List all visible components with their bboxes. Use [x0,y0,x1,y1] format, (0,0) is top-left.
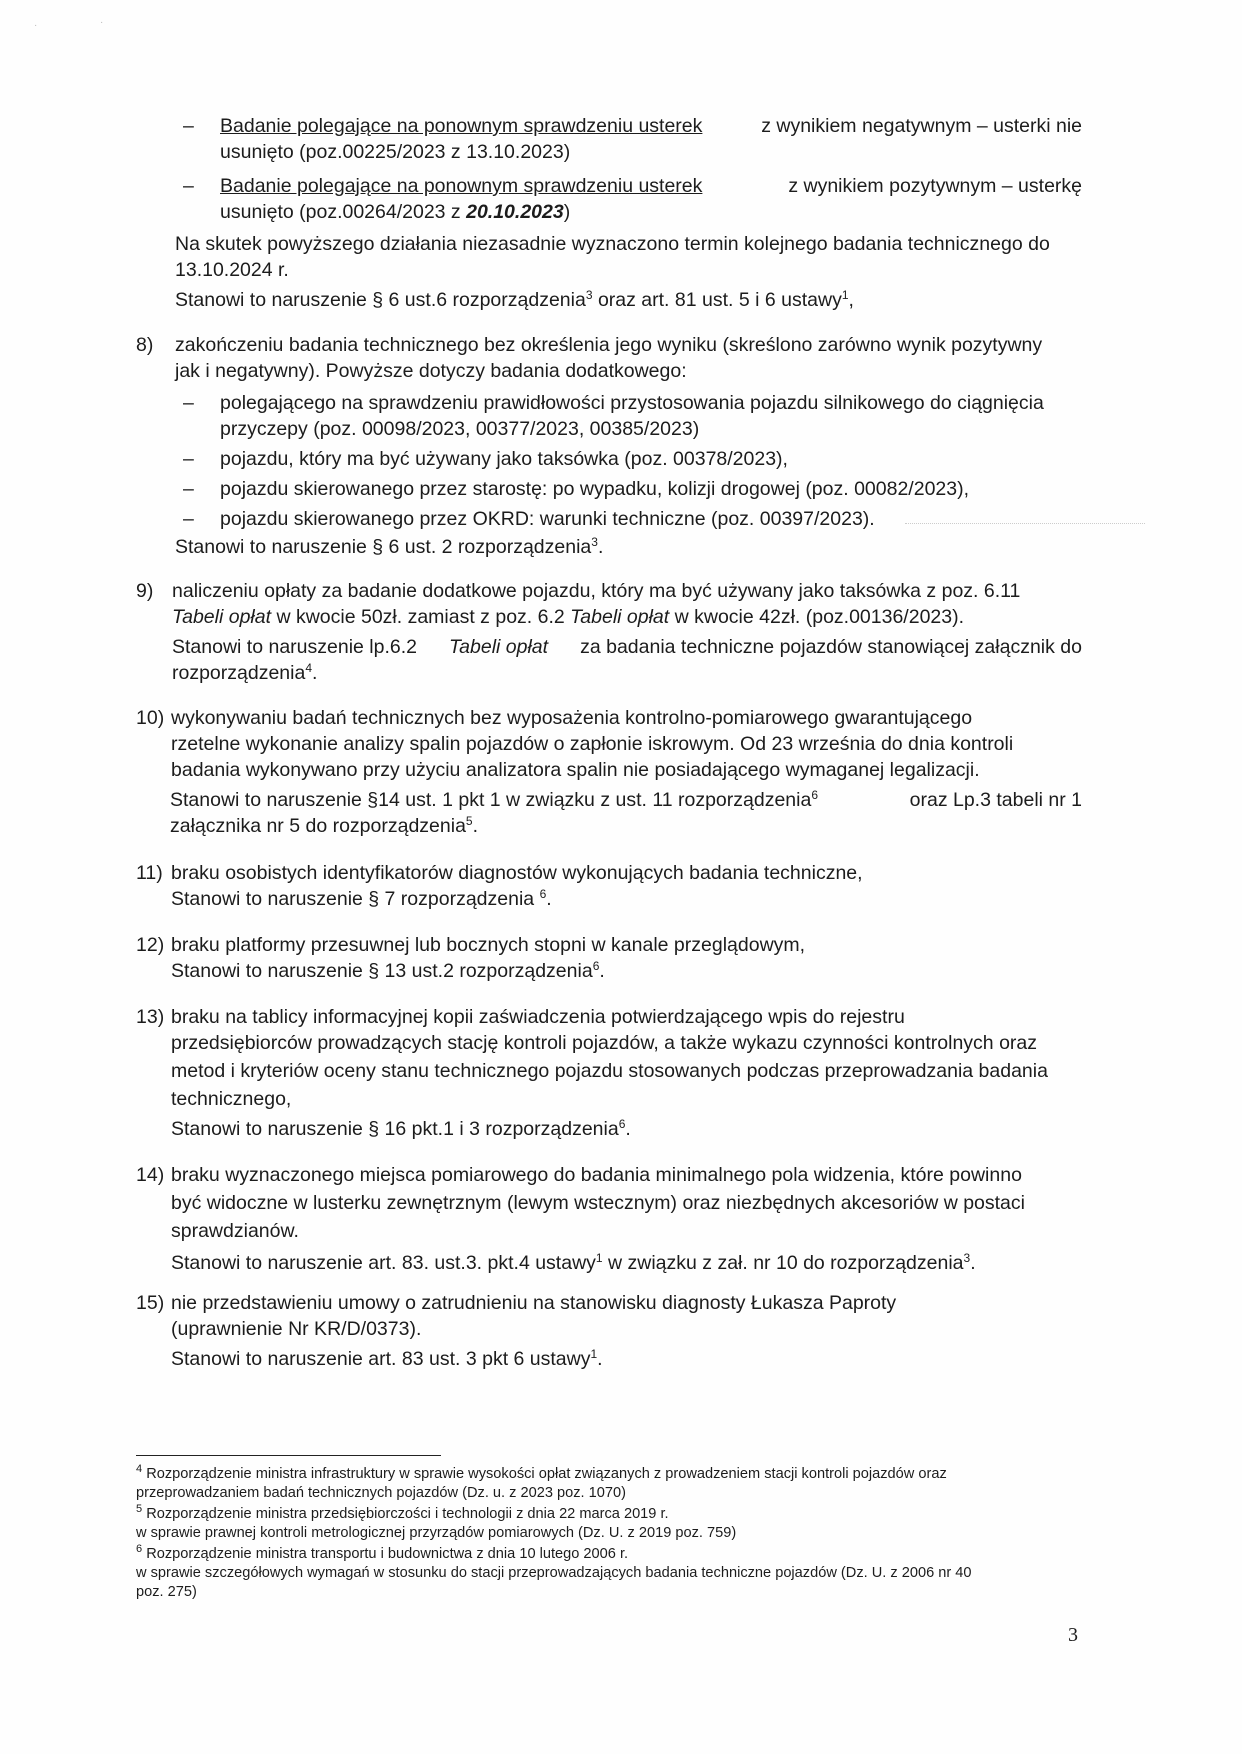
violation-statement: Stanowi to naruszenie art. 83 ust. 3 pkt 6 ustawy$^1$. [171,1347,603,1370]
item-number: 9) [136,580,154,602]
item-text: zakończeniu badania technicznego bez określenia jego wyniku (skreślono zarówno wynik pozytywny [175,334,1043,356]
item-text: braku platformy przesuwnej lub bocznych stopni w kanale przeglądowym, [171,934,806,956]
footnote-5-line: w sprawie prawnej kontroli metrologicznej przyrządów pomiarowych (Dz. U. z 2019 poz. 759) [136,1525,737,1541]
dash-marker: – [183,508,194,530]
item-text: braku na tablicy informacyjnej kopii zaświadczenia potwierdzającego wpis do rejestru [171,1006,905,1028]
item-text: (uprawnienie Nr KR/D/0373). [171,1318,422,1340]
violation-statement: Stanowi to naruszenie lp.6.2 Tabeli opłat za badania techniczne pojazdów stanowiącej załącznik do [172,636,1082,658]
item-text: technicznego, [171,1088,292,1110]
footnote-4-line: przeprowadzaniem badań technicznych pojazdów (Dz. u. z 2023 poz. 1070) [136,1485,626,1501]
footnote-number: 4 [136,1463,143,1475]
paragraph-line: 13.10.2024 r. [175,259,289,281]
sub-item: przyczepy (poz. 00098/2023, 00377/2023, 00385/2023) [220,418,700,440]
violation-statement: Stanowi to naruszenie § 7 rozporządzenia $^6$. [171,887,552,910]
item-text: jak i negatywny). Powyższe dotyczy badania dodatkowego: [175,360,687,382]
item-text: być widoczne w lusterku zewnętrznym (lewym wstecznym) oraz niezbędnych akcesoriów w postaci [171,1192,1025,1214]
page-number: 3 [1068,1624,1078,1646]
item-number: 10) [136,707,165,729]
sub-item: pojazdu, który ma być używany jako taksówka (poz. 00378/2023), [220,448,788,470]
item-text: przedsiębiorców prowadzących stację kontroli pojazdów, a także wykazu czynności kontrolnych oraz [171,1032,1037,1054]
violation-statement: załącznika nr 5 do rozporządzenia$^5$. [170,814,479,837]
violation-statement: Stanowi to naruszenie § 6 ust. 2 rozporządzenia$^3$. [175,535,604,558]
dash-marker: – [183,115,194,137]
item-number: 14) [136,1164,165,1186]
item-number: 8) [136,334,154,356]
footnote-ref: 4 [305,661,313,675]
footnote-ref: 1 [841,288,849,302]
defect-recheck-negative [220,113,1082,139]
footnote-ref: 6 [811,788,819,802]
violation-statement: Stanowi to naruszenie art. 83. ust.3. pkt.4 ustawy$^1$ w związku z zał. nr 10 do rozporządzenia$^3$. [171,1251,976,1274]
footnote-ref: 6 [539,887,547,901]
item-number: 12) [136,934,165,956]
violation-statement: rozporządzenia$^4$. [172,661,318,684]
violation-statement: Stanowi to naruszenie § 16 pkt.1 i 3 rozporządzenia$^6$. [171,1117,631,1140]
item-text: nie przedstawieniu umowy o zatrudnieniu na stanowisku diagnosty Łukasza Paproty [171,1292,897,1314]
item-text: metod i kryteriów oceny stanu technicznego pojazdu stosowanych podczas przeprowadzania badania [171,1060,1048,1082]
item-text: braku osobistych identyfikatorów diagnostów wykonujących badania techniczne, [171,862,863,884]
item-text: badania wykonywano przy użyciu analizatora spalin nie posiadającego wymaganej legalizacji. [171,759,980,781]
recheck-link: Badanie polegające na ponownym sprawdzeniu usterek [220,175,703,197]
bold-date: 20.10.2023 [466,201,564,223]
item-text: naliczeniu opłaty za badanie dodatkowe pojazdu, który ma być używany jako taksówka z poz. 6.11 [172,580,1021,602]
item-text: sprawdzianów. [171,1220,299,1242]
violation-statement: Stanowi to naruszenie § 6 ust.6 rozporządzenia$^3$ oraz art. 81 ust. 5 i 6 ustawy$^1$, [175,288,854,311]
footnote-6-line: poz. 275) [136,1584,197,1600]
item-text: Tabeli opłat w kwocie 50zł. zamiast z poz. 6.2 Tabeli opłat w kwocie 42zł. (poz.00136/2023). [172,606,965,628]
item-number: 11) [136,862,163,884]
footnote-6-line: w sprawie szczegółowych wymagań w stosunku do stacji przeprowadzających badania techniczne pojazdów (Dz. U. z 2006 nr 40 [136,1565,972,1581]
recheck-negative-ref: usunięto (poz.00225/2023 z 13.10.2023) [220,141,571,163]
item-text: wykonywaniu badań technicznych bez wyposażenia kontrolno-pomiarowego gwarantującego [171,707,973,729]
footnote-ref: 6 [592,959,600,973]
dash-marker: – [183,175,194,197]
sub-item: pojazdu skierowanego przez OKRD: warunki techniczne (poz. 00397/2023). [220,508,875,530]
footnote-number: 6 [136,1543,143,1555]
violation-statement: Stanowi to naruszenie § 13 ust.2 rozporządzenia$^6$. [171,959,605,982]
violation-statement: Stanowi to naruszenie §14 ust. 1 pkt 1 w związku z ust. 11 rozporządzenia$^6$ oraz Lp.3 tabeli nr 1 [170,788,1082,811]
dash-marker: – [183,392,194,414]
footnote-separator [136,1455,441,1456]
footnote-5: $^5$ Rozporządzenie ministra przedsiębiorczości i technologii z dnia 22 marca 2019 r. [136,1503,669,1522]
footnote-ref: 3 [585,288,593,302]
recheck-result: z wynikiem pozytywnym – usterkę [788,175,1082,197]
item-number: 13) [136,1006,165,1028]
item-text: rzetelne wykonanie analizy spalin pojazdów o zapłonie iskrowym. Od 23 września do dnia kontroli [171,733,1014,755]
dotted-line [905,523,1145,524]
footnote-ref: 1 [590,1347,598,1361]
recheck-result: z wynikiem negatywnym – usterki nie [761,115,1082,137]
footnote-6: $^6$ Rozporządzenie ministra transportu i budownictwa z dnia 10 lutego 2006 r. [136,1543,629,1562]
sub-item: polegającego na sprawdzeniu prawidłowości przystosowania pojazdu silnikowego do ciągnięcia [220,392,1044,414]
footnote-ref: 3 [591,535,598,549]
scan-speck: · [34,20,38,31]
footnote-ref: 6 [618,1117,626,1131]
footnote-ref: 3 [963,1251,971,1265]
dash-marker: – [183,448,194,470]
recheck-link: Badanie polegające na ponownym sprawdzeniu usterek [220,115,703,137]
item-text: braku wyznaczonego miejsca pomiarowego do badania minimalnego pola widzenia, które powinno [171,1164,1022,1186]
recheck-positive-ref: usunięto (poz.00264/2023 z 20.10.2023) [220,201,571,223]
footnote-ref: 1 [595,1251,603,1265]
item-number: 15) [136,1292,165,1314]
footnote-ref: 5 [465,814,473,828]
sub-item: pojazdu skierowanego przez starostę: po wypadku, kolizji drogowej (poz. 00082/2023), [220,478,970,500]
defect-recheck-positive [220,173,1082,199]
footnote-number: 5 [136,1503,143,1515]
scan-speck: · [100,17,104,28]
paragraph-line: Na skutek powyższego działania niezasadnie wyznaczono termin kolejnego badania technicznego do [175,233,1050,255]
footnote-4: $^4$ Rozporządzenie ministra infrastruktury w sprawie wysokości opłat związanych z prowadzeniem stacji kontroli pojazdów oraz [136,1463,947,1482]
dash-marker: – [183,478,194,500]
